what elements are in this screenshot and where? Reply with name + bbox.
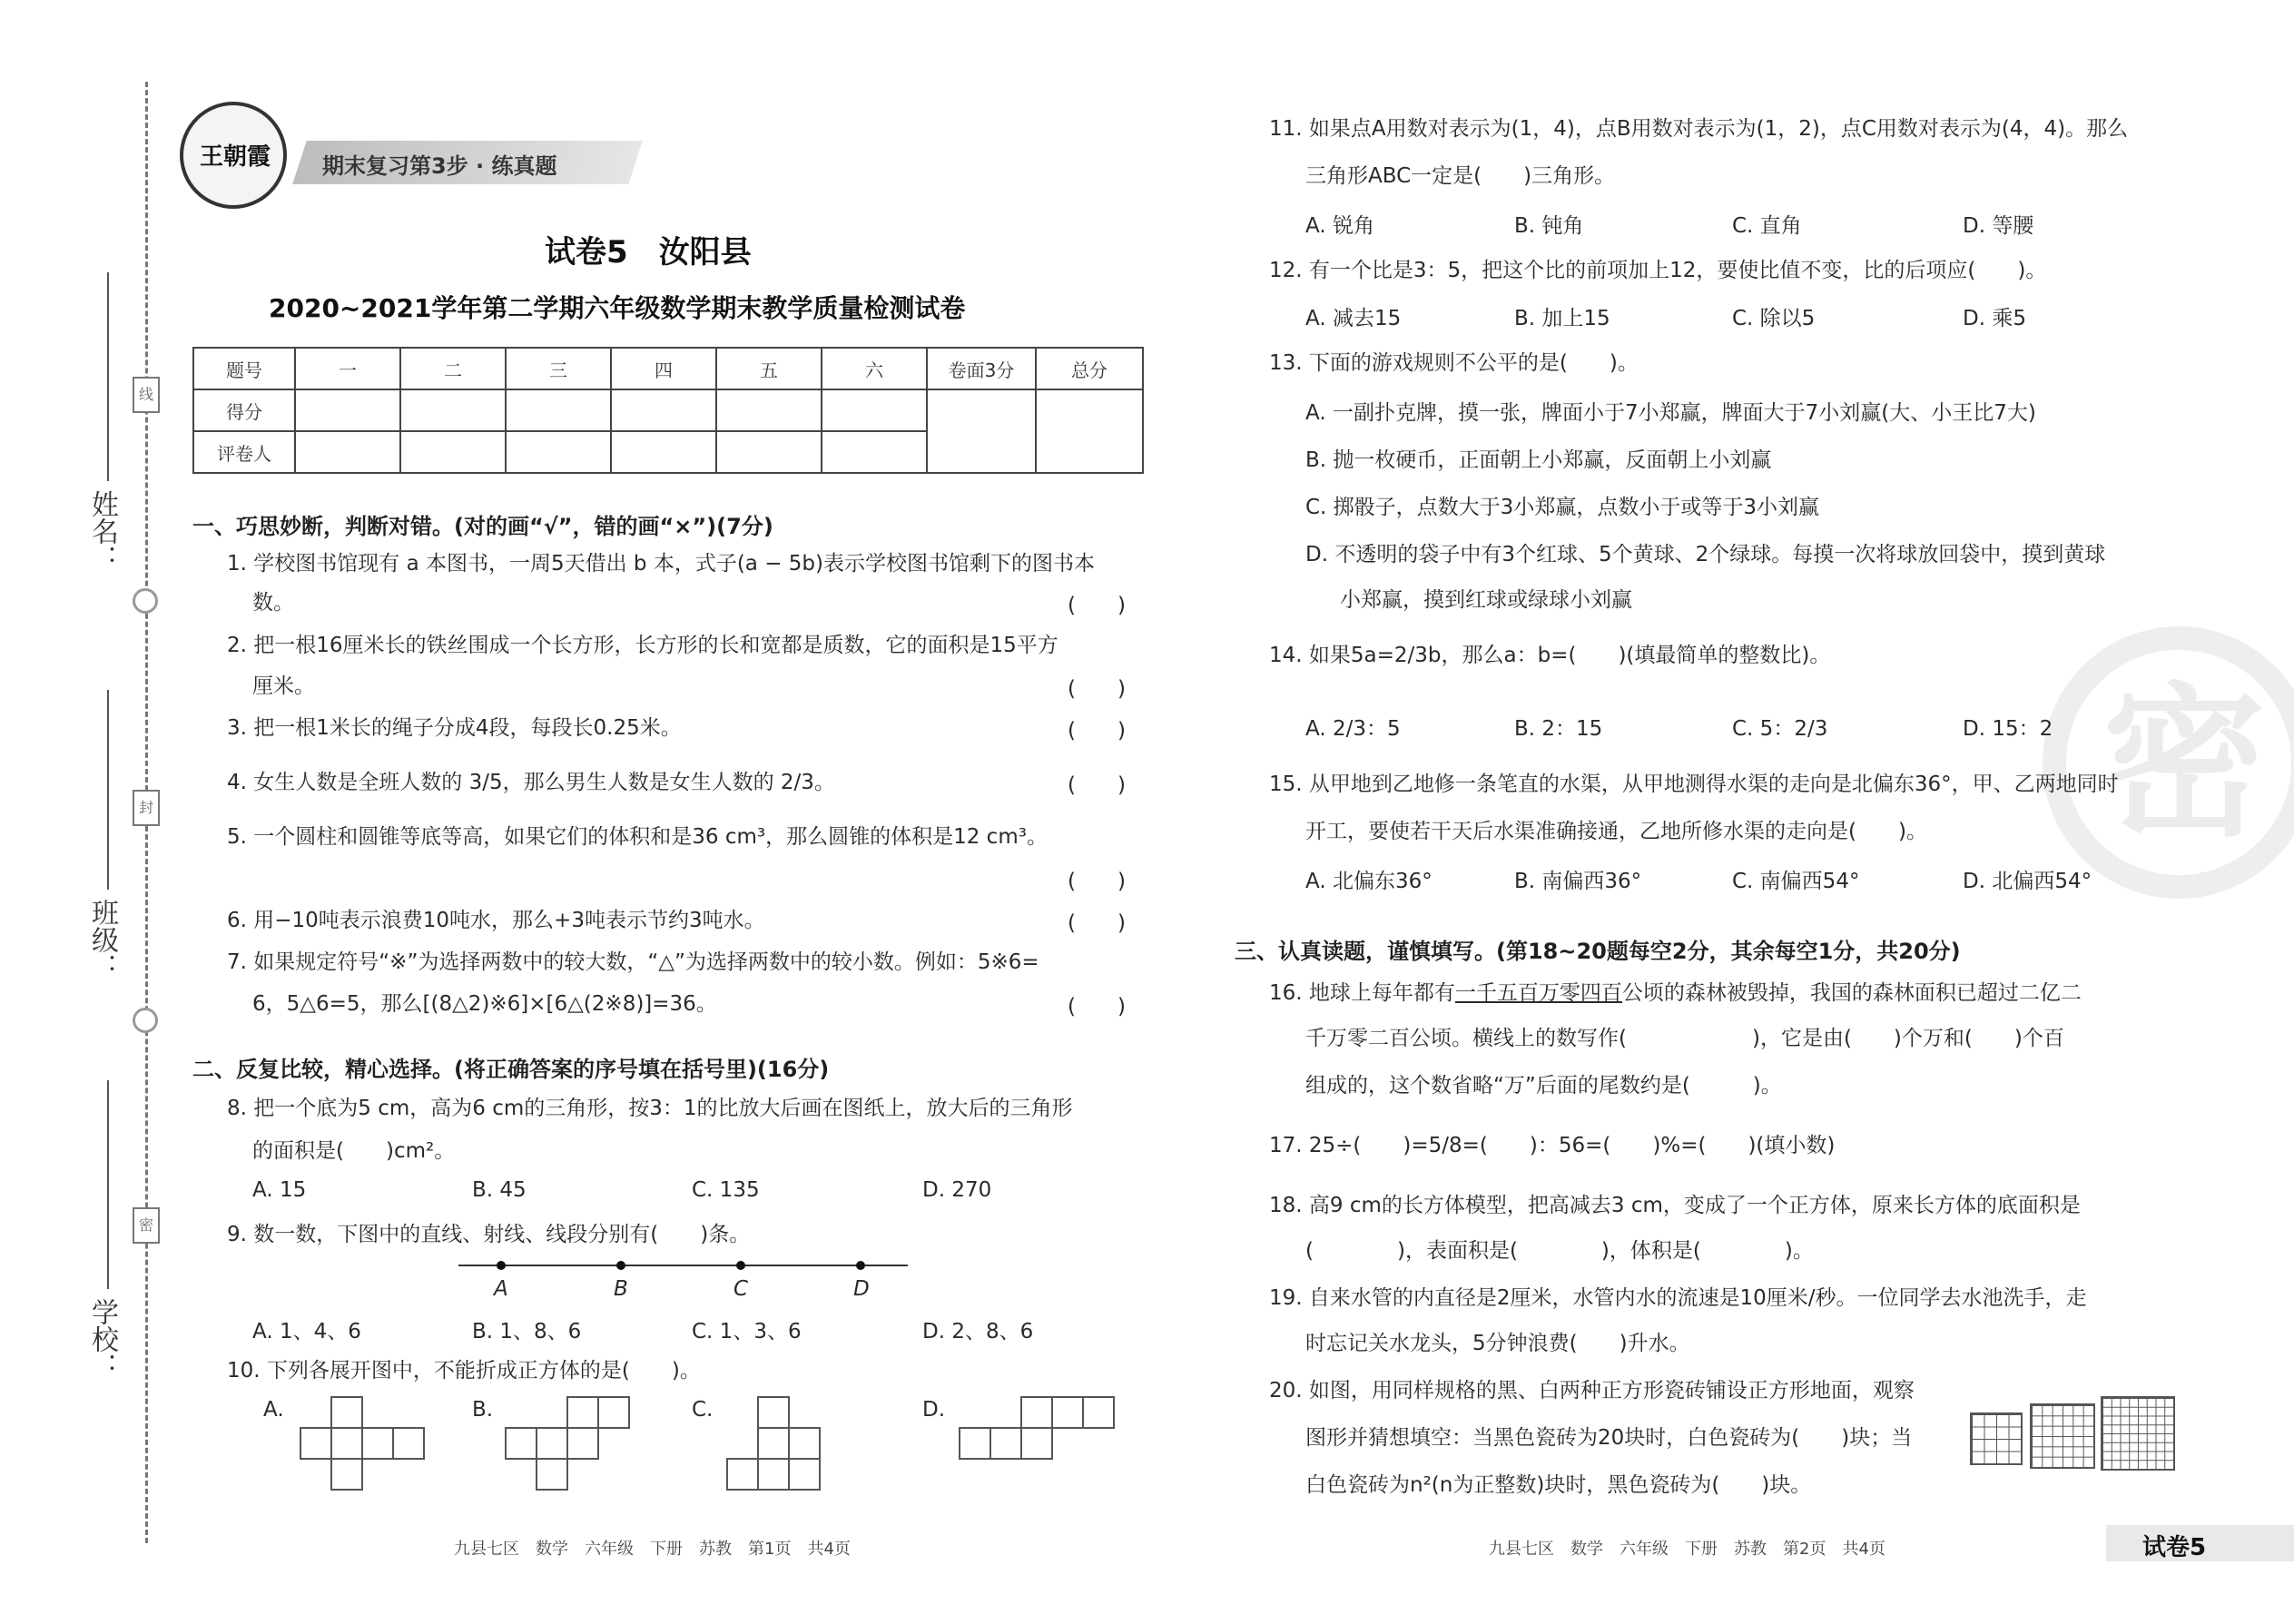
tile-pattern-3: [2101, 1396, 2175, 1471]
grader-cell[interactable]: [611, 431, 716, 473]
score-table: [192, 347, 1144, 474]
question-4: 4. 女生人数是全班人数的 3/5，那么男生人数是女生人数的 2/3。: [227, 771, 835, 794]
seal-seal-box: 封: [133, 790, 160, 826]
answer-paren-6[interactable]: ( ): [1068, 911, 1126, 935]
th-total: 总分: [1036, 348, 1143, 389]
point-label-c: C: [733, 1277, 749, 1301]
section-2-heading: 二、反复比较，精心选择。(将正确答案的序号填在括号里)(16分): [192, 1057, 830, 1082]
tile-pattern-2: [2030, 1403, 2095, 1469]
logo-text: 王朝霞: [199, 143, 271, 171]
footer-right: 九县七区 数学 六年级 下册 苏教 第2页 共4页: [1489, 1540, 1885, 1559]
question-5: 5. 一个圆柱和圆锥等底等高，如果它们的体积和是36 cm³，那么圆锥的体积是12 cm³。: [227, 825, 1048, 849]
q9-option-a[interactable]: A. 1、4、6: [252, 1320, 361, 1343]
q9-option-c[interactable]: C. 1、3、6: [692, 1320, 802, 1343]
footer-left: 九县七区 数学 六年级 下册 苏教 第1页 共4页: [454, 1540, 851, 1559]
banner-text: 期末复习第3步 · 练真题: [322, 153, 557, 179]
q12-option-b[interactable]: B. 加上15: [1514, 307, 1610, 330]
score-cell[interactable]: [716, 389, 822, 431]
score-header-row: [193, 348, 1143, 389]
tile-pattern-1: [1970, 1412, 2023, 1465]
school-label: 学校：: [86, 1298, 118, 1380]
th-5: 五: [716, 348, 822, 389]
q10-label-d[interactable]: D.: [922, 1398, 946, 1422]
th-item: 题号: [193, 348, 295, 389]
question-16-cont2: 组成的，这个数省略“万”后面的尾数约是( )。: [1305, 1074, 1782, 1097]
q9-option-d[interactable]: D. 2、8、6: [922, 1320, 1034, 1343]
point-c-dot: [736, 1261, 745, 1270]
q13-option-c[interactable]: C. 掷骰子，点数大于3小郑赢，点数小于或等于3小刘赢: [1305, 496, 1819, 519]
q14-option-c[interactable]: C. 5：2/3: [1732, 717, 1828, 741]
class-fill-line: [107, 690, 109, 890]
question-8: 8. 把一个底为5 cm，高为6 cm的三角形，按3：1的比放大后画在图纸上，放大后的三角形: [227, 1097, 1073, 1120]
watermark-glyph: 密: [2102, 669, 2267, 859]
th-3: 三: [506, 348, 611, 389]
q15-option-d[interactable]: D. 北偏西54°: [1963, 870, 2092, 893]
question-20-cont2: 白色瓷砖为n²(n为正整数)块时，黑色瓷砖为( )块。: [1305, 1473, 1812, 1497]
answer-paren-1[interactable]: ( ): [1068, 594, 1126, 617]
question-12: 12. 有一个比是3：5，把这个比的前项加上12，要使比值不变，比的后项应( )。: [1269, 259, 2047, 282]
question-15-cont: 开工，要使若干天后水渠准确接通，乙地所修水渠的走向是( )。: [1305, 820, 1927, 843]
q9-option-b[interactable]: B. 1、8、6: [472, 1320, 582, 1343]
th-1: 一: [295, 348, 400, 389]
q10-label-c[interactable]: C.: [692, 1398, 714, 1422]
score-cell[interactable]: [295, 389, 400, 431]
question-11-cont: 三角形ABC一定是( )三角形。: [1305, 164, 1616, 188]
binding-ring: [133, 588, 158, 614]
answer-paren-2[interactable]: ( ): [1068, 677, 1126, 701]
q15-option-b[interactable]: B. 南偏西36°: [1514, 870, 1642, 893]
brand-logo: [180, 102, 287, 209]
question-1-cont: 数。: [252, 591, 294, 615]
question-16: [1269, 979, 2082, 1008]
q15-option-c[interactable]: C. 南偏西54°: [1732, 870, 1860, 893]
question-1: 1. 学校图书馆现有 a 本图书，一周5天借出 b 本，式子(a − 5b)表示学校图书馆剩下的图书本: [227, 552, 1095, 576]
grader-cell[interactable]: [716, 431, 822, 473]
point-label-a: A: [494, 1277, 508, 1301]
grader-cell[interactable]: [400, 431, 506, 473]
q13-option-b[interactable]: B. 抛一枚硬币，正面朝上小郑赢，反面朝上小刘赢: [1305, 448, 1772, 472]
question-8-cont: 的面积是( )cm²。: [252, 1139, 456, 1163]
class-label: 班级：: [86, 899, 118, 980]
question-2-cont: 厘米。: [252, 674, 315, 698]
q10-label-b[interactable]: B.: [472, 1398, 494, 1422]
question-13: 13. 下面的游戏规则不公平的是( )。: [1269, 351, 1639, 375]
question-2: 2. 把一根16厘米长的铁丝围成一个长方形，长方形的长和宽都是质数，它的面积是15平方: [227, 634, 1058, 657]
answer-paren-7[interactable]: ( ): [1068, 995, 1126, 1019]
question-15: 15. 从甲地到乙地修一条笔直的水渠，从甲地测得水渠的走向是北偏东36°，甲、乙两地同时: [1269, 773, 2119, 796]
grader-cell[interactable]: [295, 431, 400, 473]
point-d-dot: [856, 1261, 865, 1270]
q16-underlined-number: 一千五百万零四百: [1454, 981, 1622, 1005]
q12-option-c[interactable]: C. 除以5: [1732, 307, 1816, 330]
q11-option-d[interactable]: D. 等腰: [1963, 214, 2034, 238]
question-10: 10. 下列各展开图中，不能折成正方体的是( )。: [227, 1359, 701, 1383]
score-row: [193, 389, 1143, 431]
q11-option-a[interactable]: A. 锐角: [1305, 214, 1374, 238]
line-figure: [454, 1256, 917, 1302]
section-1-heading: 一、巧思妙断，判断对错。(对的画“√”，错的画“×”)(7分): [192, 514, 773, 539]
neatness-cell[interactable]: [927, 389, 1036, 473]
secret-watermark: [2043, 626, 2294, 899]
question-16-cont: 千万零二百公顷。横线上的数写作( )，它是由( )个万和( )个百: [1305, 1027, 2064, 1050]
answer-paren-3[interactable]: ( ): [1068, 719, 1126, 743]
row-label-grader: 评卷人: [193, 431, 295, 473]
q11-option-b[interactable]: B. 钝角: [1514, 214, 1584, 238]
question-18: 18. 高9 cm的长方体模型，把高减去3 cm，变成了一个正方体，原来长方体的底面积是: [1269, 1194, 2081, 1217]
q11-option-c[interactable]: C. 直角: [1732, 214, 1802, 238]
score-cell[interactable]: [822, 389, 927, 431]
answer-paren-5[interactable]: ( ): [1068, 870, 1126, 893]
q8-option-d[interactable]: D. 270: [922, 1178, 992, 1202]
th-neatness: 卷面3分: [927, 348, 1036, 389]
question-6: 6. 用−10吨表示浪费10吨水，那么+3吨表示节约3吨水。: [227, 909, 765, 932]
th-6: 六: [822, 348, 927, 389]
question-7: 7. 如果规定符号“※”为选择两数中的较大数，“△”为选择两数中的较小数。例如：5※6=: [227, 950, 1039, 974]
score-cell[interactable]: [611, 389, 716, 431]
question-18-cont: ( )，表面积是( )，体积是( )。: [1305, 1239, 1814, 1263]
grader-cell[interactable]: [822, 431, 927, 473]
question-17: 17. 25÷( )=5/8=( )：56=( )%=( )(填小数): [1269, 1134, 1836, 1157]
school-fill-line: [107, 1080, 109, 1289]
q8-option-c[interactable]: C. 135: [692, 1178, 760, 1202]
th-2: 二: [400, 348, 506, 389]
point-label-b: B: [614, 1277, 628, 1301]
name-fill-line: [107, 272, 109, 481]
question-20: 20. 如图，用同样规格的黑、白两种正方形瓷砖铺设正方形地面，观察: [1269, 1379, 1915, 1403]
page-title: 试卷5 汝阳县: [545, 234, 752, 271]
total-cell[interactable]: [1036, 389, 1143, 473]
q16-suffix: 公顷的森林被毁掉，我国的森林面积已超过二亿二: [1621, 981, 2082, 1005]
grader-cell[interactable]: [506, 431, 611, 473]
q14-option-b[interactable]: B. 2：15: [1514, 717, 1603, 741]
seal-line-box: 线: [133, 377, 160, 413]
seal-secret-box: 密: [133, 1207, 160, 1244]
q16-prefix: 16. 地球上每年都有: [1269, 981, 1455, 1005]
question-20-cont: 图形并猜想填空：当黑色瓷砖为20块时，白色瓷砖为( )块；当: [1305, 1426, 1913, 1450]
point-a-dot: [497, 1261, 506, 1270]
q14-option-d[interactable]: D. 15：2: [1963, 717, 2053, 741]
question-7-cont: 6，5△6=5，那么[(8△2)※6]×[6△(2※8)]=36。: [252, 992, 717, 1016]
question-11: 11. 如果点A用数对表示为(1，4)，点B用数对表示为(1，2)，点C用数对表示为(4，4)。那么: [1269, 117, 2129, 141]
q12-option-a[interactable]: A. 减去15: [1305, 307, 1402, 330]
answer-paren-4[interactable]: ( ): [1068, 773, 1126, 797]
point-b-dot: [616, 1261, 625, 1270]
paper-tag-label: 试卷5: [2142, 1534, 2207, 1561]
question-9: 9. 数一数，下图中的直线、射线、线段分别有( )条。: [227, 1223, 751, 1246]
question-19: 19. 自来水管的内直径是2厘米，水管内水的流速是10厘米/秒。一位同学去水池洗手，走: [1269, 1286, 2087, 1310]
question-3: 3. 把一根1米长的绳子分成4段，每段长0.25米。: [227, 716, 682, 740]
q10-label-a[interactable]: A.: [263, 1398, 284, 1422]
binding-ring: [133, 1008, 158, 1033]
th-4: 四: [611, 348, 716, 389]
point-label-d: D: [853, 1277, 870, 1301]
q13-option-a[interactable]: A. 一副扑克牌，摸一张，牌面小于7小郑赢，牌面大于7小刘赢(大、小王比7大): [1305, 401, 2036, 425]
score-cell[interactable]: [400, 389, 506, 431]
question-19-cont: 时忘记关水龙头，5分钟浪费( )升水。: [1305, 1332, 1690, 1355]
q8-option-a[interactable]: A. 15: [252, 1178, 307, 1202]
q8-option-b[interactable]: B. 45: [472, 1178, 527, 1202]
q15-option-a[interactable]: A. 北偏东36°: [1305, 870, 1433, 893]
q14-option-a[interactable]: A. 2/3：5: [1305, 717, 1401, 741]
score-cell[interactable]: [506, 389, 611, 431]
q13-option-d-cont: 小郑赢，摸到红球或绿球小刘赢: [1340, 588, 1632, 612]
section-3-heading: 三、认真读题，谨慎填写。(第18~20题每空2分，其余每空1分，共20分): [1235, 939, 1961, 964]
row-label-score: 得分: [193, 389, 295, 431]
q13-option-d[interactable]: D. 不透明的袋子中有3个红球、5个黄球、2个绿球。每摸一次将球放回袋中，摸到黄球: [1305, 543, 2106, 566]
page-subtitle: 2020~2021学年第二学期六年级数学期末教学质量检测试卷: [269, 293, 966, 323]
q12-option-d[interactable]: D. 乘5: [1963, 307, 2026, 330]
question-14: 14. 如果5a=2/3b，那么a：b=( )(填最简单的整数比)。: [1269, 644, 1831, 667]
name-label: 姓名：: [86, 490, 118, 572]
